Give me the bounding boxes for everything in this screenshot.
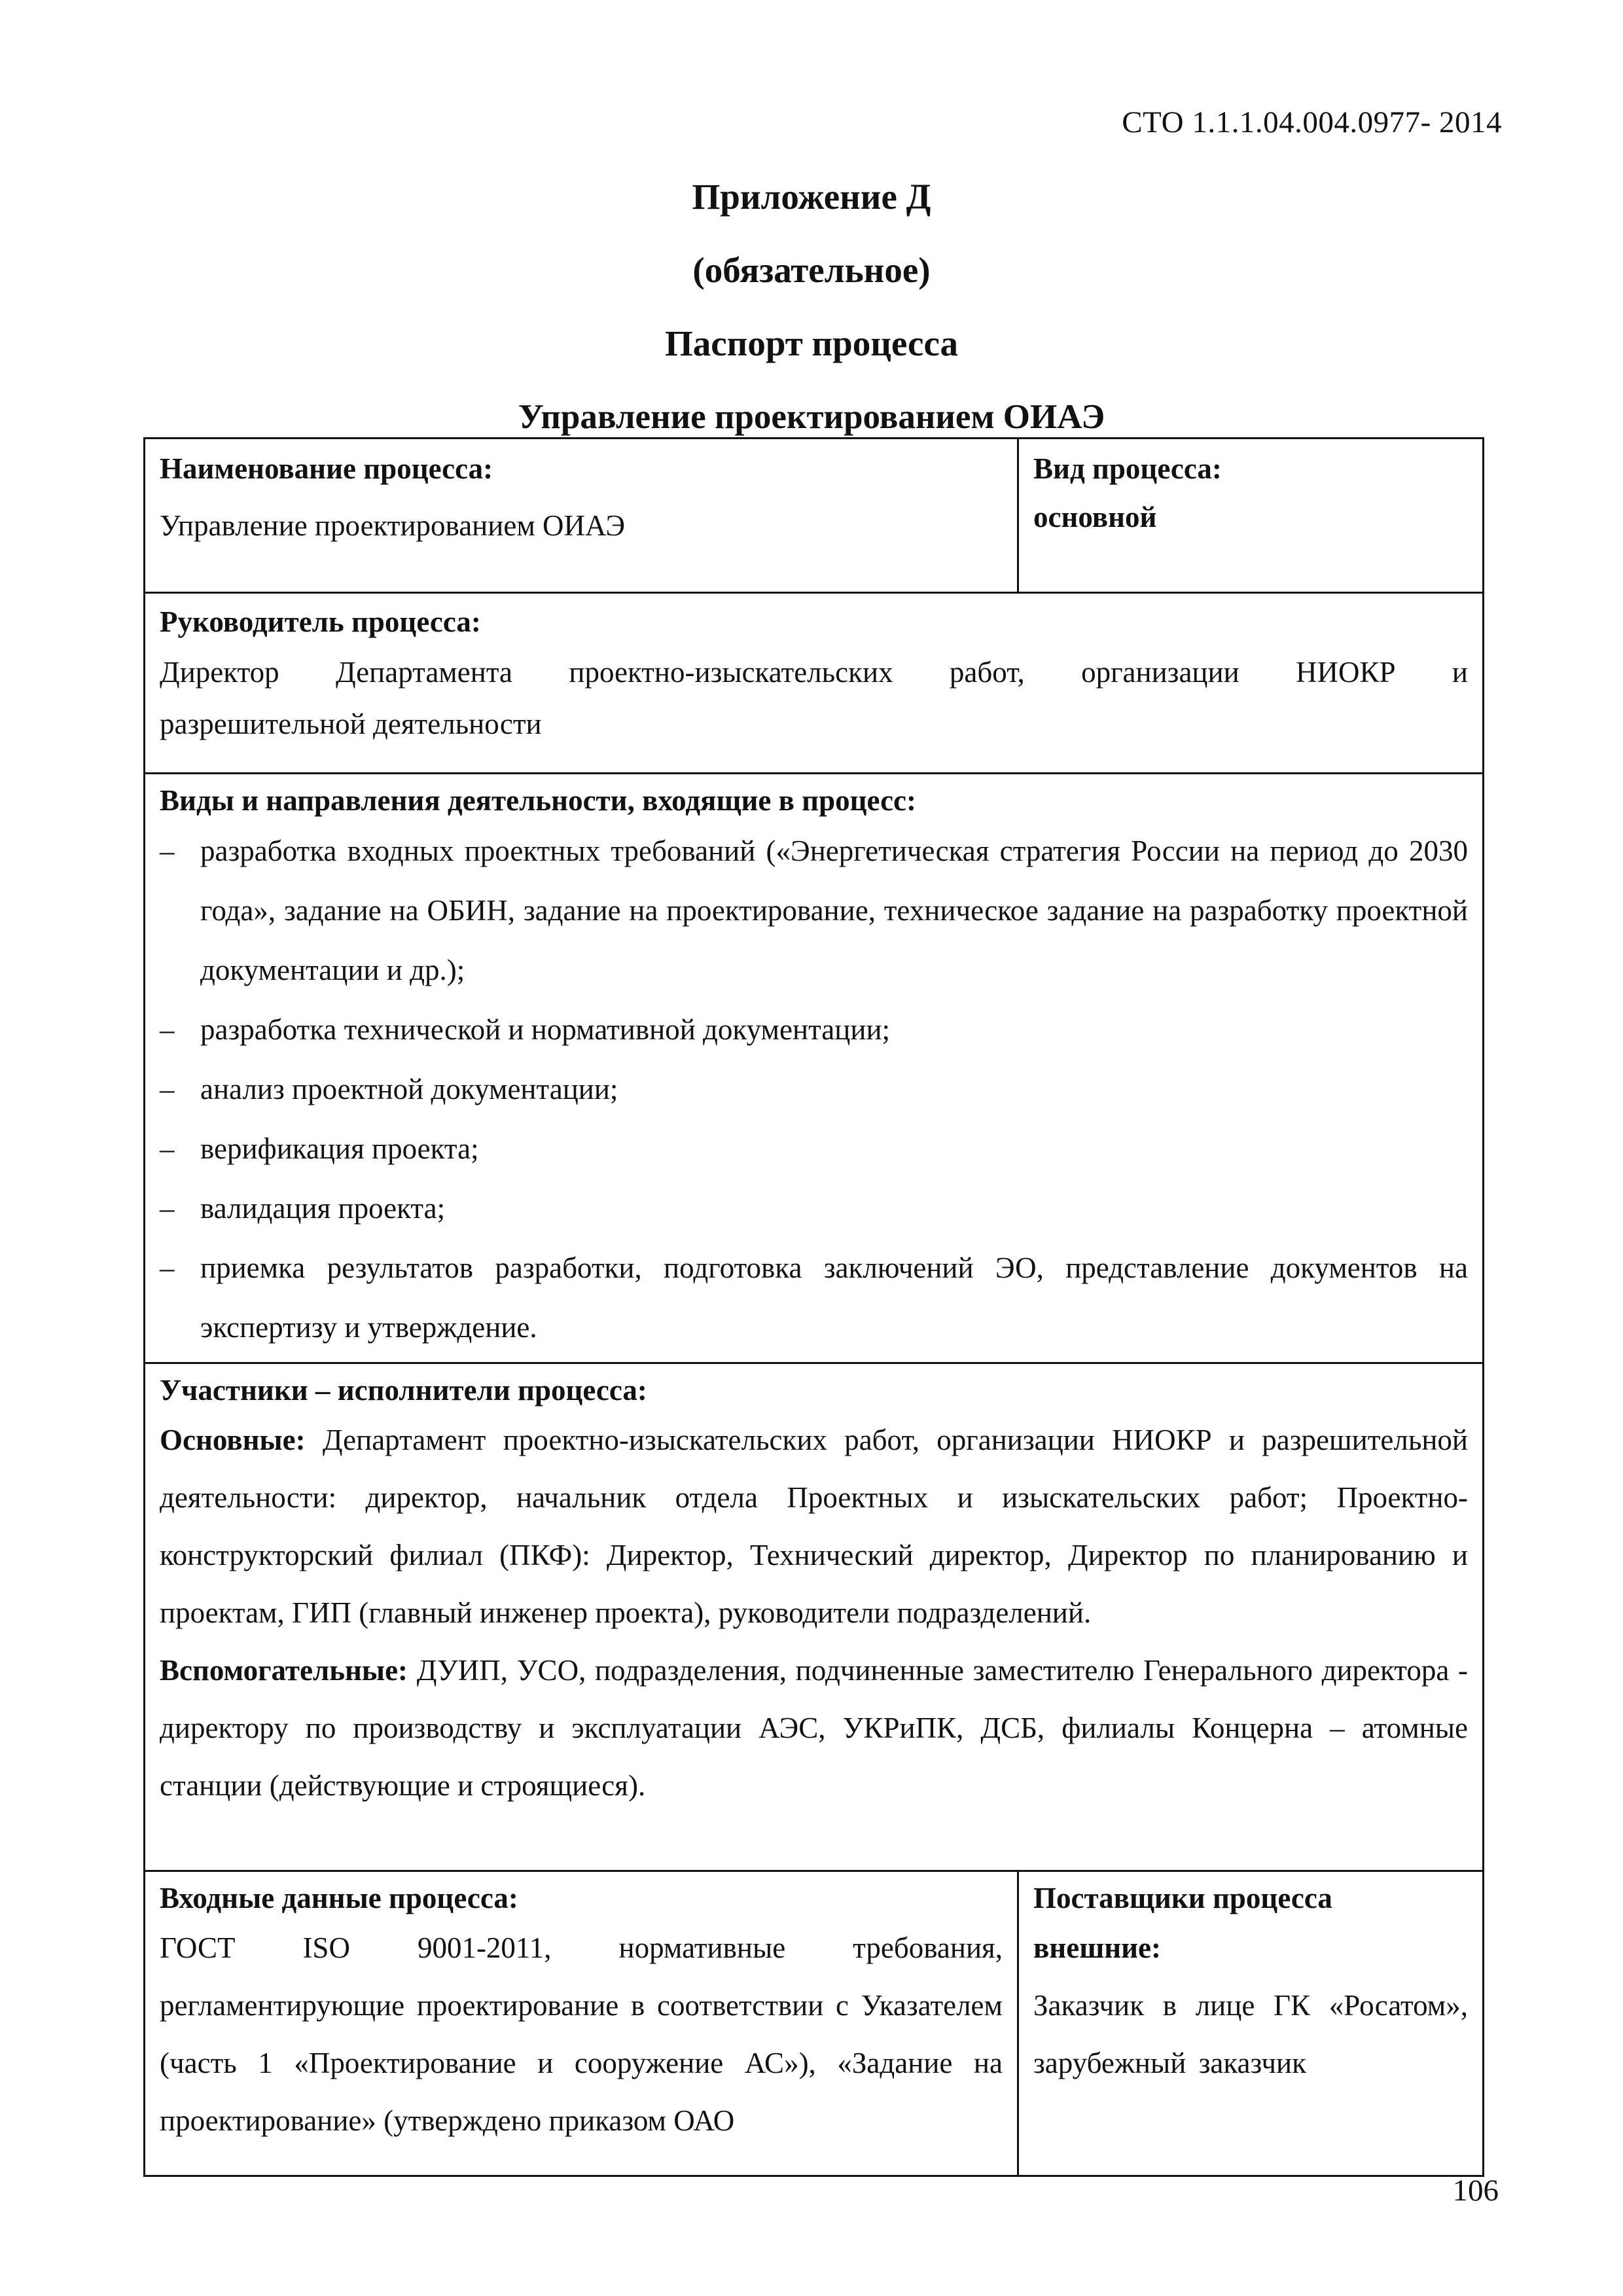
main-participants-text: Департамент проектно-изыскательских работ, организации НИОКР и разрешительной деятельности: директор, начальник отдела Проектных и изыскательских работ; Проектно-конструкторский филиал (ПКФ): Директор, Технический директор, Директор по планированию и проектам, ГИП (главный инженер проекта), руководители подразделений. bbox=[160, 1424, 1469, 1629]
suppliers-label-line2: внешние: bbox=[1033, 1931, 1162, 1964]
dash-mark: – bbox=[160, 834, 175, 867]
owner-row bbox=[145, 593, 1484, 774]
page-number: 106 bbox=[1452, 2174, 1499, 2208]
activities-label: Виды и направления деятельности, входящие в процесс: bbox=[160, 784, 917, 817]
headings-block bbox=[0, 160, 1623, 454]
process-type-cell bbox=[1018, 439, 1484, 593]
process-passport-table bbox=[143, 437, 1484, 2177]
list-item bbox=[160, 1119, 1468, 1179]
process-name-value: Управление проектированием ОИАЭ bbox=[160, 509, 626, 542]
list-item-text: приемка результатов разработки, подготовка заключений ЭО, представление документов на экспертизу и утверждение. bbox=[200, 1251, 1468, 1344]
list-item bbox=[160, 1179, 1468, 1238]
aux-participants-label: Вспомогательные: bbox=[160, 1654, 408, 1687]
list-item-text: разработка технической и нормативной документации; bbox=[200, 1013, 891, 1046]
list-item-text: анализ проектной документации; bbox=[200, 1073, 618, 1105]
mandatory-heading: (обязательное) bbox=[692, 250, 931, 290]
dash-mark: – bbox=[160, 1192, 175, 1225]
owner-value-line2: разрешительной деятельности bbox=[160, 708, 542, 740]
list-item bbox=[160, 821, 1468, 1000]
participants-row bbox=[145, 1363, 1484, 1871]
activities-list bbox=[160, 821, 1468, 1357]
inputs-text: ГОСТ ISO 9001-2011, нормативные требования, регламентирующие проектирование в соответствии с Указателем (часть 1 «Проектирование и сооружение АС»), «Задание на проектирование» (утверждено приказом ОАО bbox=[160, 1931, 1003, 2137]
document-code: СТО 1.1.1.04.004.0977- 2014 bbox=[1122, 105, 1502, 139]
appendix-heading: Приложение Д bbox=[692, 177, 931, 217]
owner-label: Руководитель процесса: bbox=[160, 605, 481, 638]
participants-label: Участники – исполнители процесса: bbox=[160, 1374, 647, 1407]
inputs-label: Входные данные процесса: bbox=[160, 1882, 518, 1914]
suppliers-text: Заказчик в лице ГК «Росатом», зарубежный заказчик bbox=[1033, 1989, 1468, 2079]
process-type-label: Вид процесса: bbox=[1033, 452, 1222, 485]
process-title-heading: Управление проектированием ОИАЭ bbox=[518, 398, 1105, 436]
activities-row bbox=[145, 774, 1484, 1363]
owner-value-line1: Директор Департамента проектно-изыскательских работ, организации НИОКР и bbox=[160, 656, 1468, 689]
suppliers-label-line1: Поставщики процесса bbox=[1033, 1882, 1332, 1914]
list-item-text: валидация проекта; bbox=[200, 1192, 446, 1225]
dash-mark: – bbox=[160, 1013, 175, 1046]
list-item-text: разработка входных проектных требований («Энергетическая стратегия России на период до 2030 года», задание на ОБИН, задание на проектирование, техническое задание на разработку проектной документации и др.); bbox=[200, 834, 1468, 986]
list-item bbox=[160, 1238, 1468, 1357]
aux-participants-paragraph bbox=[160, 1641, 1468, 1814]
owner-cell bbox=[145, 593, 1484, 774]
list-item-text: верификация проекта; bbox=[200, 1132, 479, 1165]
inputs-cell bbox=[145, 1871, 1018, 2176]
process-name-cell bbox=[145, 439, 1018, 593]
participants-cell bbox=[145, 1363, 1484, 1871]
process-name-row bbox=[145, 439, 1484, 593]
inputs-row bbox=[145, 1871, 1484, 2176]
process-type-value: основной bbox=[1033, 501, 1157, 533]
activities-cell bbox=[145, 774, 1484, 1363]
process-name-label: Наименование процесса: bbox=[160, 452, 493, 485]
list-item bbox=[160, 1060, 1468, 1119]
suppliers-cell bbox=[1018, 1871, 1484, 2176]
dash-mark: – bbox=[160, 1251, 175, 1284]
main-participants-paragraph bbox=[160, 1411, 1468, 1641]
aux-participants-text: ДУИП, УСО, подразделения, подчиненные заместителю Генерального директора - директору по производству и эксплуатации АЭС, УКРиПК, ДСБ, филиалы Концерна – атомные станции (действующие и строящиеся). bbox=[160, 1654, 1468, 1802]
dash-mark: – bbox=[160, 1132, 175, 1165]
main-participants-label: Основные: bbox=[160, 1424, 306, 1456]
list-item bbox=[160, 1000, 1468, 1060]
dash-mark: – bbox=[160, 1073, 175, 1105]
passport-heading: Паспорт процесса bbox=[664, 323, 959, 363]
